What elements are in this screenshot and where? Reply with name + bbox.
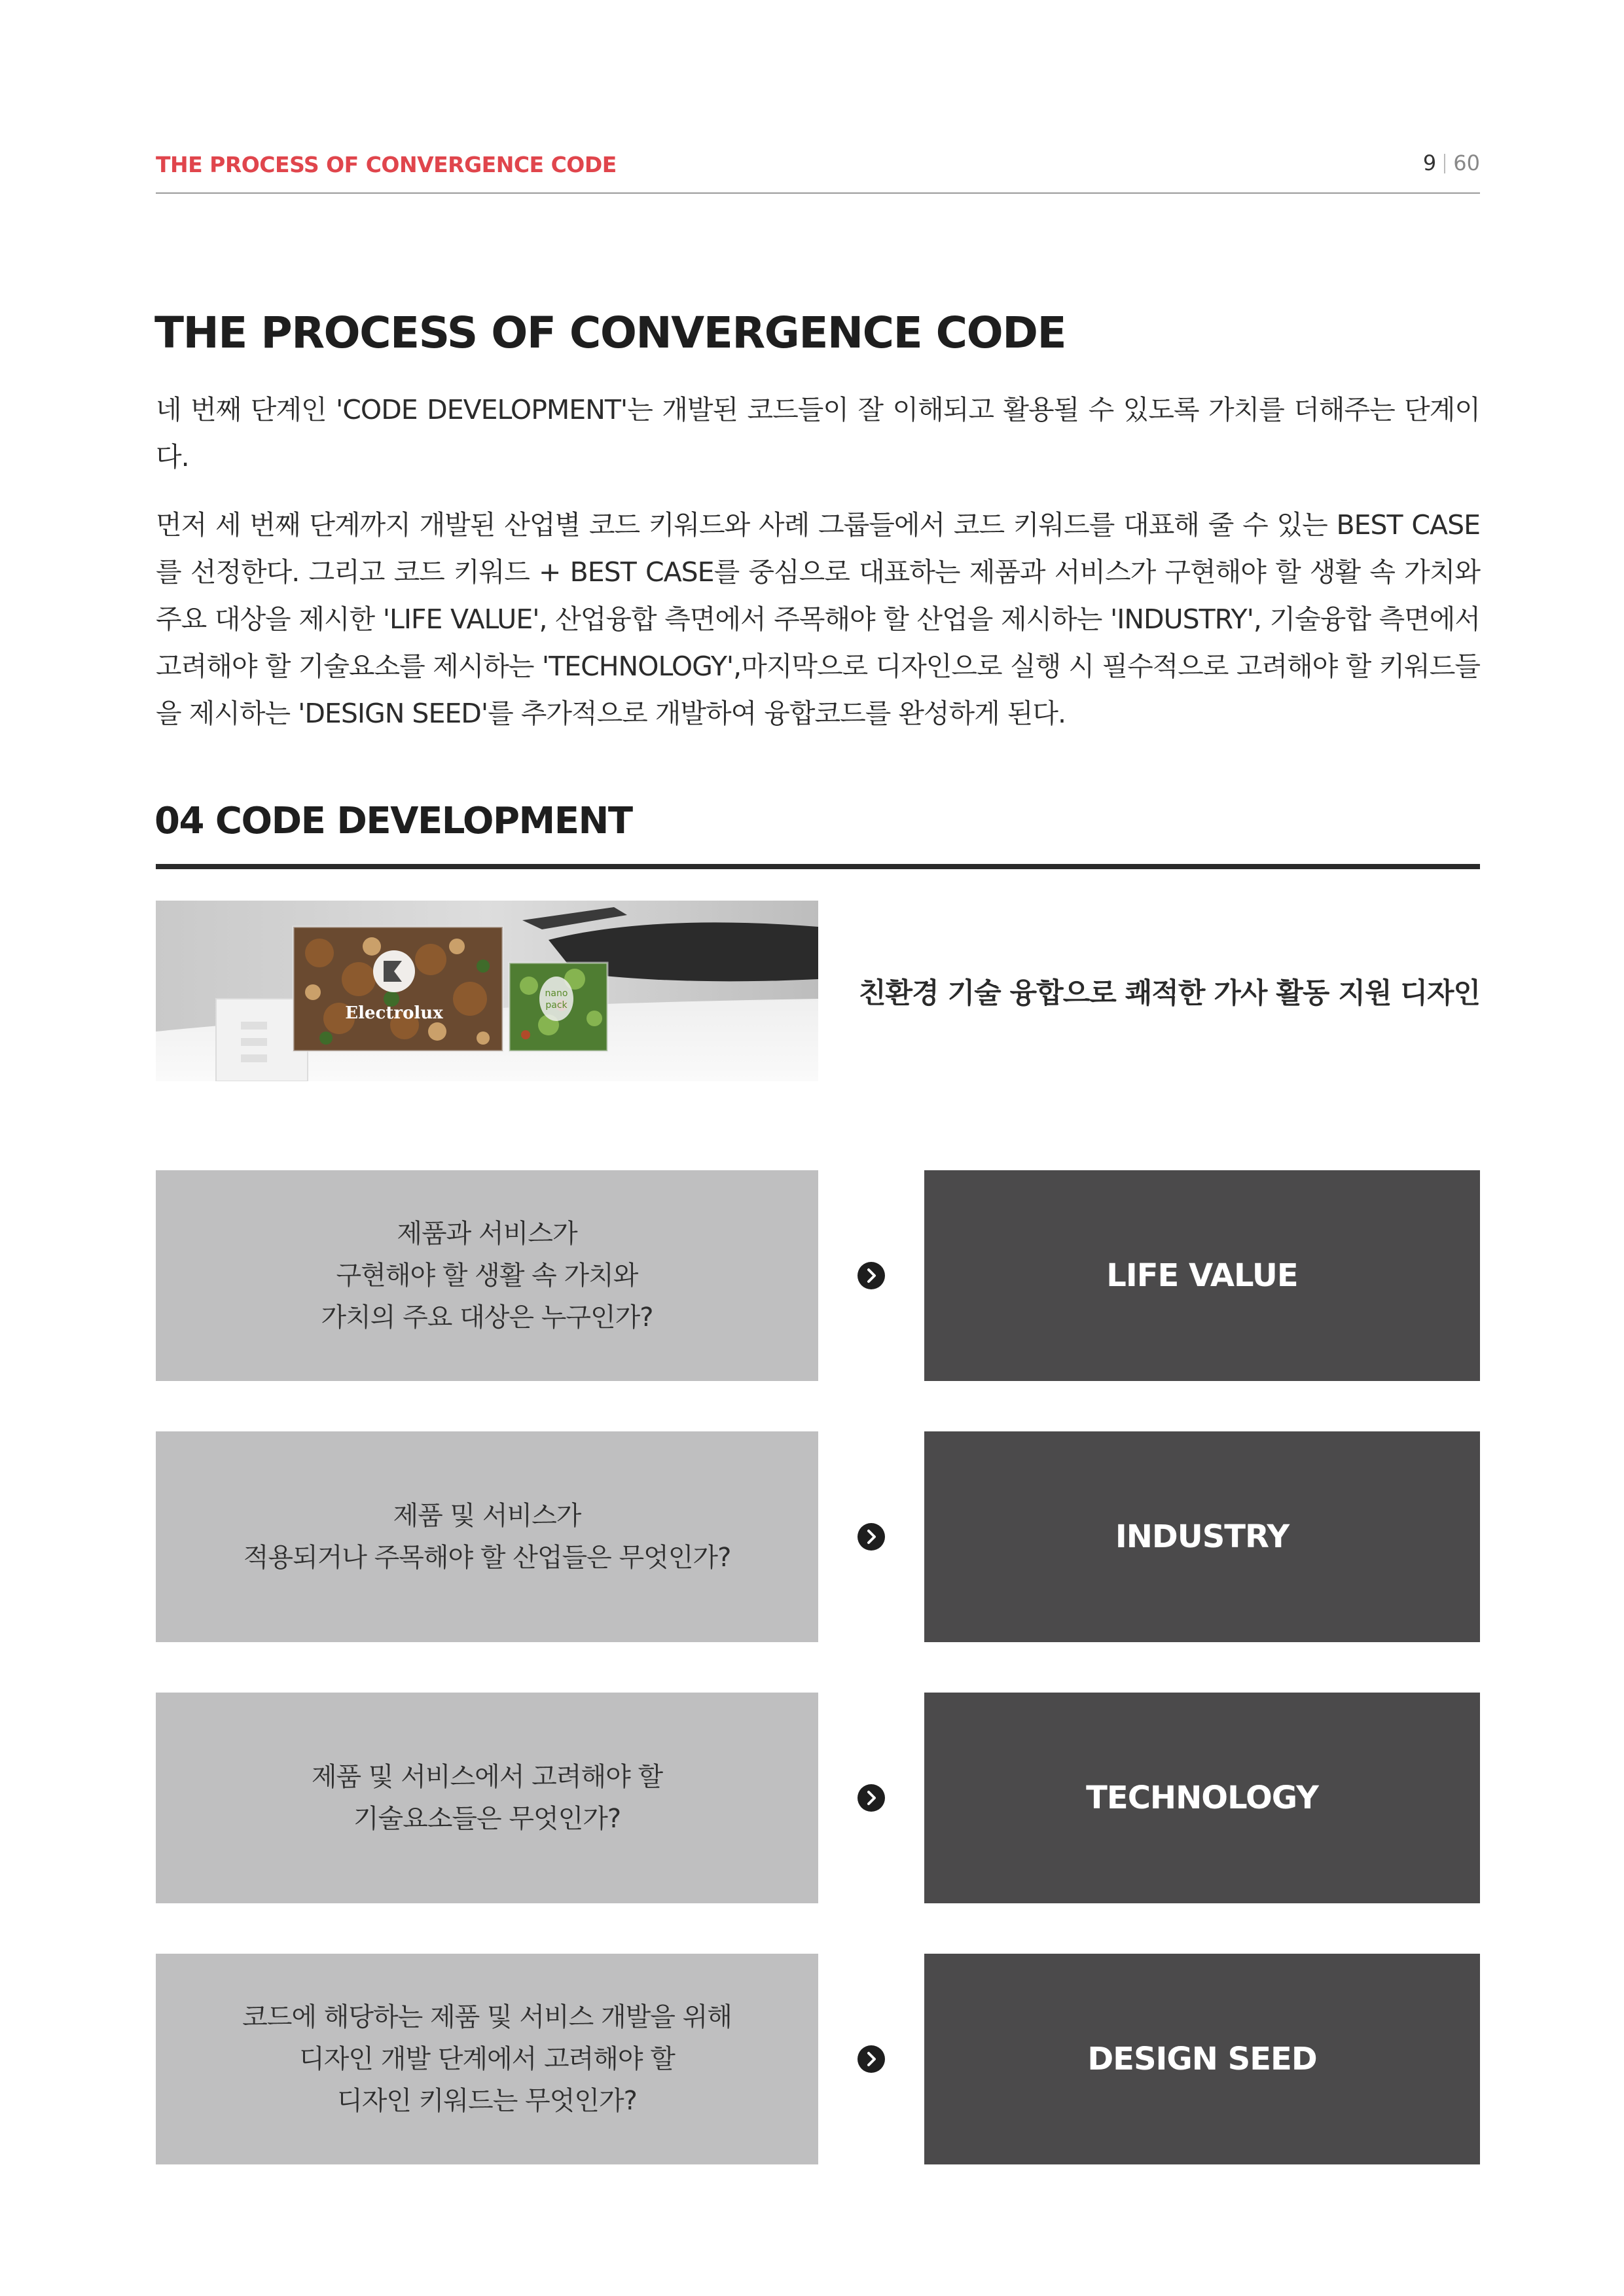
chevron-right-circle-icon xyxy=(857,1784,885,1812)
section-title: 04 CODE DEVELOPMENT xyxy=(154,800,632,842)
product-photo-illustration xyxy=(156,901,818,1081)
keyword-box-industry xyxy=(924,1431,1480,1642)
question-box-technology xyxy=(156,1693,818,1903)
photo-caption: 친환경 기술 융합으로 쾌적한 가사 활동 지원 디자인 xyxy=(859,977,1481,1010)
keyword-label: DESIGN SEED xyxy=(1087,2041,1317,2077)
chevron-right-circle-icon xyxy=(857,2045,885,2073)
tag-text-pack: pack xyxy=(545,1000,568,1011)
question-box-design-seed xyxy=(156,1954,818,2164)
keyword-box-technology xyxy=(924,1693,1480,1903)
page-number-separator xyxy=(1444,154,1445,173)
header-rule xyxy=(156,192,1480,194)
keyword-label: TECHNOLOGY xyxy=(1086,1780,1318,1816)
question-text: 제품 및 서비스에서 고려해야 할 기술요소들은 무엇인가? xyxy=(311,1762,663,1834)
question-text: 제품과 서비스가 구현해야 할 생활 속 가치와 가치의 주요 대상은 누구인가? xyxy=(321,1219,653,1333)
keyword-box-design-seed xyxy=(924,1954,1480,2164)
page-title: THE PROCESS OF CONVERGENCE CODE xyxy=(154,308,1066,358)
body-paragraph: 먼저 세 번째 단계까지 개발된 산업별 코드 키워드와 사례 그룹들에서 코드 키워드를 대표해 줄 수 있는 BEST CASE를 선정한다. 그리고 코드 키워드 + BEST CASE를 중심으로 대표하는 제품과 서비스가 구현해야 할 생활 속 가치와 주요 대상을 제시한 'LIFE VALUE', 산업융합 측면에서 주목해야 할 산업을 제시하는 'INDUSTRY', 기술융합 측면에서 고려해야 할 기술요소를 제시하는 'TECHNOLOGY',마지막으로 디자인으로 실행 시 필수적으로 고려해야 할 키워드들을 제시하는 'DESIGN SEED'를 추가적으로 개발하여 융합코드를 완성하게 된다. xyxy=(156,509,1480,729)
running-header-title: THE PROCESS OF CONVERGENCE CODE xyxy=(156,152,617,177)
section-rule xyxy=(156,864,1480,869)
intro-paragraph: 네 번째 단계인 'CODE DEVELOPMENT'는 개발된 코드들이 잘 이해되고 활용될 수 있도록 가치를 더해주는 단계이다. xyxy=(156,394,1480,473)
keyword-label: LIFE VALUE xyxy=(1106,1257,1298,1294)
tag-text-nano: nano xyxy=(545,988,568,999)
brand-logo-text: Electrolux xyxy=(345,1003,443,1023)
chevron-right-circle-icon xyxy=(857,1262,885,1289)
question-text: 제품 및 서비스가 적용되거나 주목해야 할 산업들은 무엇인가? xyxy=(243,1501,731,1573)
keyword-box-life-value xyxy=(924,1170,1480,1381)
question-box-life-value xyxy=(156,1170,818,1381)
keyword-label: INDUSTRY xyxy=(1115,1518,1290,1555)
page-number-total: 60 xyxy=(1453,151,1480,175)
page-number xyxy=(1423,151,1480,175)
question-text: 코드에 해당하는 제품 및 서비스 개발을 위해 디자인 개발 단계에서 고려해야 할 디자인 키워드는 무엇인가? xyxy=(242,2002,732,2116)
question-box-industry xyxy=(156,1431,818,1642)
page-number-current: 9 xyxy=(1422,151,1437,175)
chevron-right-circle-icon xyxy=(857,1523,885,1551)
product-photo xyxy=(156,901,818,1081)
